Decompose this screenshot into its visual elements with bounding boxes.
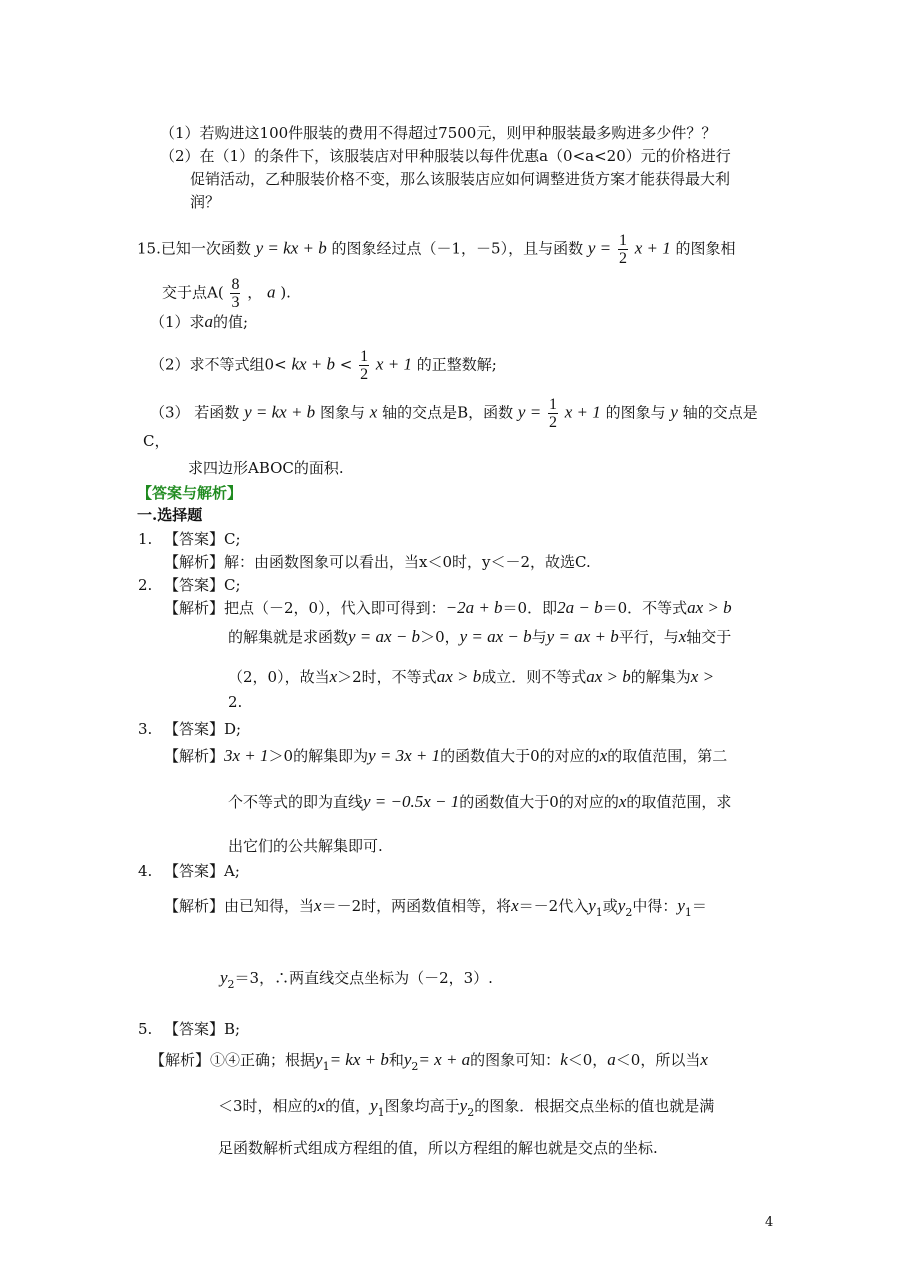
q15-sub3-wrap: C，	[143, 432, 170, 450]
a2-exp-line3: （2，0），故当x＞2时，不等式ax > b成立．则不等式ax > b的解集为x >	[228, 667, 715, 686]
a5-answer: 【答案】B;	[164, 1020, 241, 1038]
a2-answer: 【答案】C;	[164, 576, 241, 594]
a5-exp-line1: 【解析】①④正确；根据$y_1=$ kx + b和$y_2= x + a$的图象可知：k＜0，a＜0，所以当x	[150, 1050, 708, 1073]
a4-exp-line1: 【解析】由已知得，当x＝－2时，两函数值相等，将x＝－2代入$y_1$或$y_2$中得：$y_1=$	[164, 896, 707, 919]
fraction-one-half: $\frac{1}{2}$	[548, 396, 557, 431]
q15-sub3-task: 求四边形ABOC的面积.	[188, 459, 344, 477]
a2-exp-line1: 【解析】把点（－2，0），代入即可得到：−2a + b＝0．即2a − b＝0．不等式ax > b	[164, 598, 732, 617]
q15-point-a: 交于点A( $\frac{8}{3}$ ， a ).	[162, 276, 291, 311]
q14-part2-line3: 润？	[190, 193, 221, 211]
q14-part2-line1: （2）在（1）的条件下，该服装店对甲种服装以每件优惠a（0<a<20）元的价格进行	[160, 147, 731, 165]
fraction-eight-thirds: $\frac{8}{3}$	[231, 276, 240, 311]
a4-exp-line2: $y_2=3$，∴两直线交点坐标为（－2，3）.	[220, 968, 493, 991]
page-number: 4	[765, 1215, 774, 1230]
a5-number: 5.	[138, 1020, 153, 1038]
a1-explanation: 【解析】解：由函数图象可以看出，当x＜0时，y＜－2，故选C.	[164, 553, 591, 571]
a5-exp-line2: ＜3时，相应的x的值，$y_1$图象均高于$y_2$的图象．根据交点坐标的值也就是满	[218, 1096, 715, 1119]
a5-exp-line3: 足函数解析式组成方程组的值，所以方程组的解也就是交点的坐标.	[218, 1139, 658, 1157]
answers-header: 【答案与解析】	[137, 484, 243, 502]
q15-sub2: （2）求不等式组0< kx + b < $\frac{1}{2}$ x + 1 的正整数解;	[150, 348, 497, 383]
a2-exp-line4: 2.	[228, 693, 243, 711]
a2-number: 2.	[138, 576, 153, 594]
a4-number: 4.	[138, 862, 153, 880]
section-title: 一.选择题	[137, 506, 203, 524]
a4-answer: 【答案】A;	[164, 862, 240, 880]
a2-exp-line2: 的解集就是求函数y = ax − b＞0，y = ax − b与y = ax + b平行，与x轴交于	[228, 627, 732, 646]
fraction-one-half: $\frac{1}{2}$	[360, 348, 369, 383]
a3-exp-line3: 出它们的公共解集即可.	[228, 837, 383, 855]
a1-number: 1.	[138, 530, 153, 548]
a3-exp-line2: 个不等式的即为直线y = −0.5x − 1的函数值大于0的对应的x的取值范围，求	[228, 792, 732, 811]
a1-answer: 【答案】C;	[164, 530, 241, 548]
q15-sub3: （3） 若函数 y = kx + b 图象与 x 轴的交点是B，函数 y = $\frac{1}{2}$ x + 1 的图象与 y 轴的交点是	[150, 396, 758, 431]
q14-part1: （1）若购进这100件服装的费用不得超过7500元，则甲种服装最多购进多少件？？	[160, 124, 717, 142]
q15-intro: 15.已知一次函数 y = kx + b 的图象经过点（－1，－5），且与函数 y = $\frac{1}{2}$ x + 1 的图象相	[137, 232, 736, 267]
a3-answer: 【答案】D;	[164, 720, 242, 738]
fraction-one-half: $\frac{1}{2}$	[618, 232, 627, 267]
a3-number: 3.	[138, 720, 153, 738]
q14-part2-line2: 促销活动，乙种服装价格不变，那么该服装店应如何调整进货方案才能获得最大利	[190, 170, 731, 188]
a3-exp-line1: 【解析】3x + 1＞0的解集即为y = 3x + 1的函数值大于0的对应的x的取值范围，第二	[164, 746, 728, 765]
q15-sub1: （1）求a的值;	[150, 312, 249, 331]
